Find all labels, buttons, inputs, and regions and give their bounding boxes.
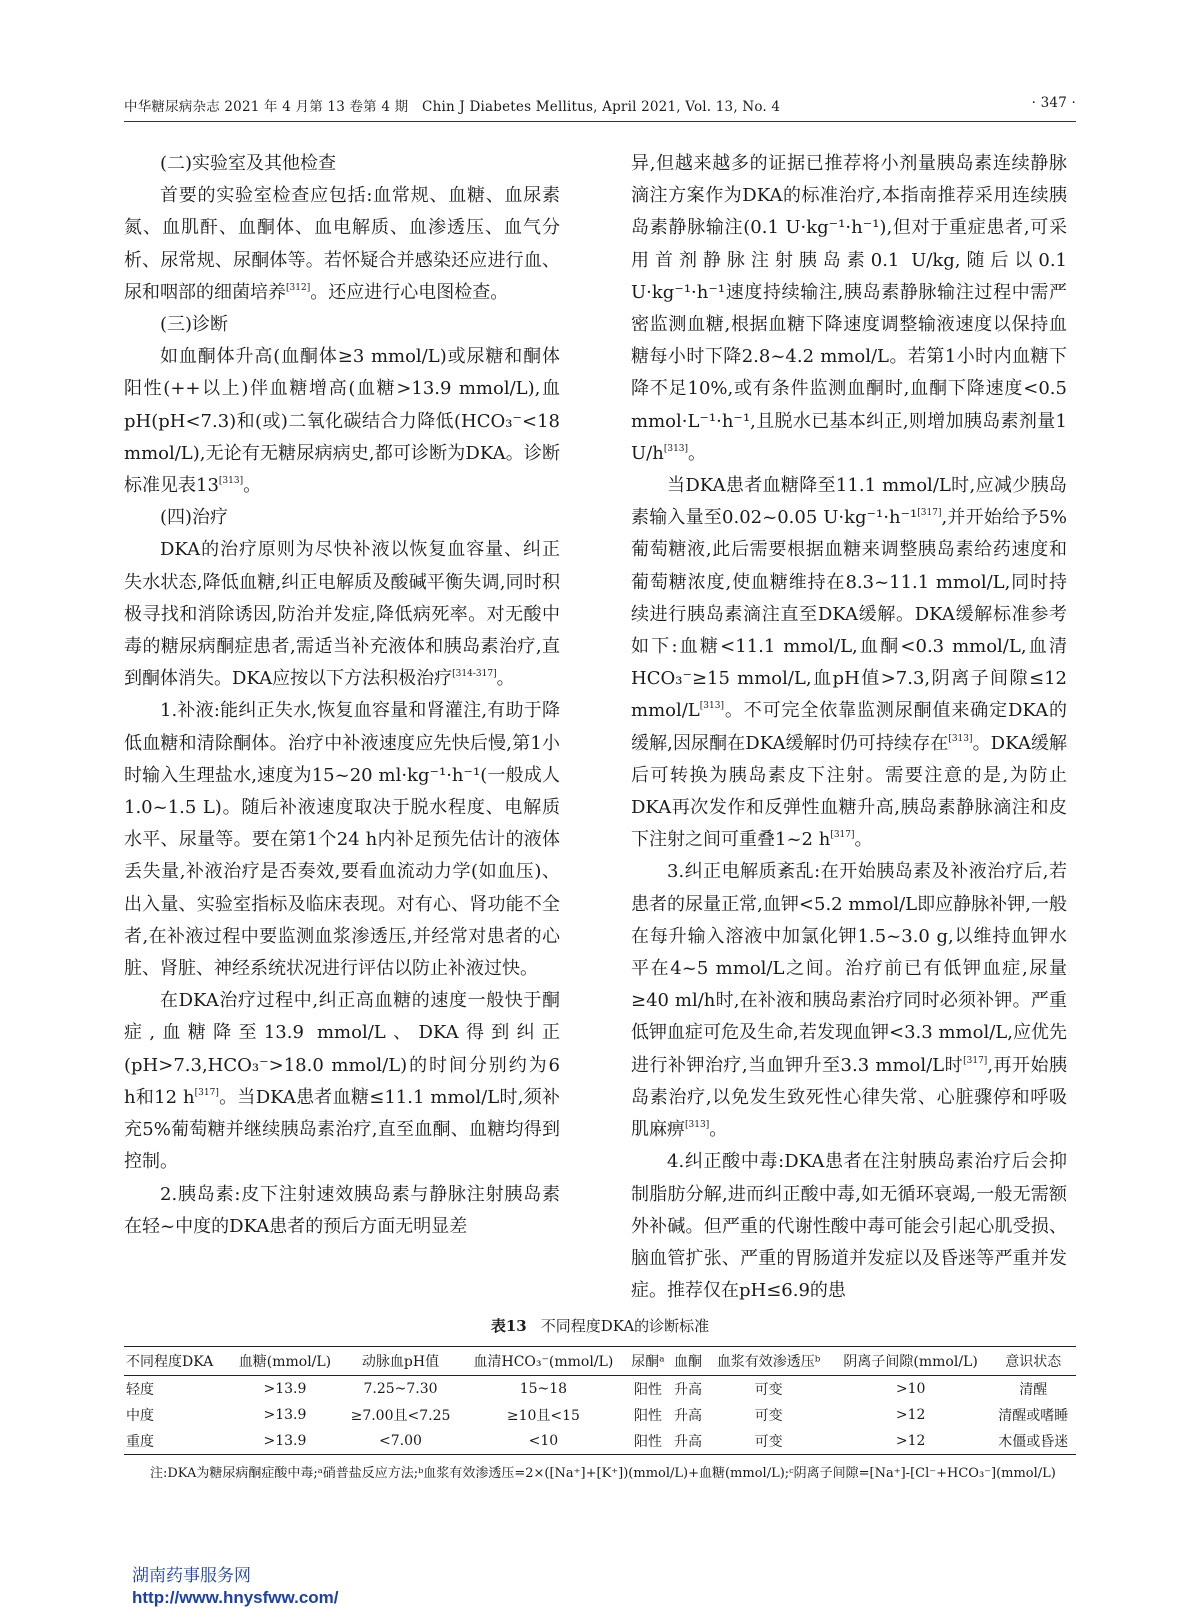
body-paragraph [124, 695, 560, 985]
journal-citation: 中华糖尿病杂志 2021 年 4 月第 13 卷第 4 期 Chin J Diabetes Mellitus, April 2021, Vol. 13, No. 4 [124, 99, 781, 115]
body-paragraph [631, 148, 1067, 470]
table-row [124, 1402, 1076, 1428]
table-cell: 可变 [707, 1428, 831, 1455]
watermark-url[interactable]: http://www.hnysfww.com/ [132, 1588, 339, 1607]
table-header-cell: 血浆有效渗透压ᵇ [707, 1347, 831, 1376]
header-rule [124, 121, 1076, 122]
table-header-cell: 血清HCO₃⁻(mmol/L) [460, 1347, 626, 1376]
table-header-cell: 尿酮ᵃ [626, 1347, 669, 1376]
citation-ref: [317] [830, 830, 855, 841]
table-header-cell: 血酮 [670, 1347, 707, 1376]
paragraph-text: 在DKA治疗过程中,纠正高血糖的速度一般快于酮症,血糖降至13.9 mmol/L、DKA得到纠正(pH>7.3,HCO₃⁻>18.0 mmol/L)的时间分别约为6 h和12 h [124, 990, 560, 1108]
table-cell: 可变 [754, 1382, 783, 1398]
body-paragraph [124, 1179, 560, 1243]
paragraph-text: 1.补液:能纠正失水,恢复血容量和肾灌注,有助于降低血糖和清除酮体。治疗中补液速度应先快后慢,第1小时输入生理盐水,速度为15~20 ml·kg⁻¹·h⁻¹(一般成人1.0~1.5 L)。随后补液速度取决于脱水程度、电解质水平、尿量等。要在第1个24 h内补足预先估计的液体丢失量,补液治疗是否奏效,要看血流动力学(如血压)、出入量、实验室指标及临床表现。对有心、肾功能不全者,在补液过程中要监测血浆渗透压,并经常对患者的心脏、肾脏、神经系统状况进行评估以防止补液过快。 [124, 700, 560, 980]
table-cell: >10 [895, 1381, 926, 1397]
table-header-cell: 不同程度DKA [124, 1347, 229, 1376]
paragraph-text: (二)实验室及其他检查 [160, 153, 337, 174]
paragraph-text: 。当DKA患者血糖≤11.1 mmol/L时,须补充5%葡萄糖并继续胰岛素治疗,直至血酮、血糖均得到控制。 [124, 1086, 561, 1173]
table-cell: 清醒或嗜睡 [998, 1408, 1069, 1424]
citation-ref: [317] [194, 1087, 219, 1098]
paragraph-text: (三)诊断 [160, 314, 229, 336]
table-cell: 升高 [670, 1428, 707, 1455]
table-row [124, 1376, 1076, 1403]
paragraph-text: 。 [709, 1119, 728, 1141]
paragraph-text: 。 [243, 475, 262, 497]
table-cell: 阳性 [626, 1428, 669, 1455]
citation-ref: [317] [963, 1055, 988, 1066]
paragraph-text: (四)治疗 [160, 507, 229, 529]
paragraph-text: 异,但越来越多的证据已推荐将小剂量胰岛素连续静脉滴注方案作为DKA的标准治疗,本指南推荐采用连续胰岛素静脉输注(0.1 U·kg⁻¹·h⁻¹),但对于重症患者,可采用首剂静脉注射胰岛素0.1 U/kg,随后以0.1 U·kg⁻¹·h⁻¹速度持续输注,胰岛素静脉输注过程中需严密监测血糖,根据血糖下降速度调整输液速度以保持血糖每小时下降2.8~4.2 mmol/L。若第1小时内血糖下降不足10%,或有条件监测血酮时,血酮下降速度<0.5 mmol·L⁻¹·h⁻¹,且脱水已基本纠正,则增加胰岛素剂量1 U/h [631, 153, 1067, 464]
paragraph-text: 4.纠正酸中毒:DKA患者在注射胰岛素治疗后会抑制脂肪分解,进而纠正酸中毒,如无循环衰竭,一般无需额外补碱。但严重的代谢性酸中毒可能会引起心肌受损、脑血管扩张、严重的胃肠道并发症以及昏迷等严重并发症。推荐仅在pH≤6.9的患 [631, 1151, 1067, 1302]
table-header-row [124, 1347, 1076, 1376]
paragraph-text: 如血酮体升高(血酮体≥3 mmol/L)或尿糖和酮体阳性(++以上)伴血糖增高(血糖>13.9 mmol/L),血pH(pH<7.3)和(或)二氧化碳结合力降低(HCO₃⁻<18 mmol/L),无论有无糖尿病病史,都可诊断为DKA。诊断标准见表13 [124, 346, 560, 497]
body-paragraph [631, 470, 1067, 856]
body-paragraph [124, 180, 560, 309]
table-cell: >12 [831, 1428, 991, 1455]
table-cell: 升高 [674, 1382, 703, 1398]
paragraph-text: 首要的实验室检查应包括:血常规、血糖、血尿素氮、血肌酐、血酮体、血电解质、血渗透压、血气分析、尿常规、尿酮体等。若怀疑合并感染还应进行血、尿和咽部的细菌培养 [124, 185, 560, 303]
table-cell: 清醒 [1019, 1382, 1048, 1398]
citation-ref: [312] [286, 282, 311, 293]
diagnosis-table [124, 1346, 1076, 1455]
section-heading [124, 309, 560, 341]
table-cell: 可变 [754, 1408, 783, 1424]
table-cell: >13.9 [263, 1407, 307, 1423]
table-cell: 木僵或昏迷 [991, 1428, 1077, 1455]
paragraph-text: 当DKA患者血糖降至11.1 mmol/L时,应减少胰岛素输入量至0.02~0.05 U·kg⁻¹·h⁻¹ [631, 475, 1067, 529]
table-header-cell: 意识状态 [991, 1347, 1077, 1376]
table-number: 表13 [490, 1317, 527, 1335]
table-header-cell: 阴离子间隙(mmol/L) [831, 1347, 991, 1376]
table-cell: ≥10且<15 [506, 1408, 580, 1424]
running-header [124, 95, 1076, 115]
table-cell: 阳性 [633, 1382, 662, 1398]
table-cell: 阳性 [633, 1408, 662, 1424]
table-row [124, 1428, 1076, 1455]
table-cell: 轻度 [126, 1382, 154, 1398]
section-heading [124, 148, 560, 180]
paragraph-text: 。 [496, 668, 515, 690]
table-footnote: 注:DKA为糖尿病酮症酸中毒;ᵃ硝普盐反应方法;ᵇ血浆有效渗透压=2×([Na⁺]+[K⁺])(mmol/L)+血糖(mmol/L);ᶜ阴离子间隙=[Na⁺]-[Cl⁻+HCO₃⁻](mmol/L) [150, 1466, 1056, 1481]
table-header-cell: 动脉血pH值 [341, 1347, 461, 1376]
body-paragraph [631, 1146, 1067, 1307]
paragraph-text: 。 [688, 442, 707, 464]
table-cell: >12 [895, 1407, 926, 1423]
body-paragraph [124, 341, 560, 502]
table-cell: <7.00 [341, 1428, 461, 1455]
citation-ref: [313] [218, 476, 244, 487]
body-paragraph [631, 856, 1067, 1146]
paragraph-text: 。DKA缓解后可转换为胰岛素皮下注射。需要注意的是,为防止DKA再次发作和反弹性血糖升高,胰岛素静脉滴注和皮下注射之间可重叠1~2 h [631, 732, 1068, 851]
body-paragraph [124, 534, 560, 695]
paragraph-text: ,再开始胰岛素治疗,以免发生致死性心律失常、心脏骤停和呼吸肌麻痹 [631, 1054, 1067, 1141]
table-cell: 升高 [674, 1408, 703, 1424]
table-caption [124, 1316, 1076, 1336]
page-number: · 347 · [1031, 95, 1076, 111]
table-cell: 重度 [124, 1428, 229, 1455]
table-cell: >13.9 [263, 1381, 307, 1397]
body-paragraph [124, 985, 560, 1178]
watermark [132, 1566, 339, 1608]
citation-ref: [313] [948, 733, 973, 744]
paragraph-text: 。不可完全依靠监测尿酮值来确定DKA的缓解,因尿酮在DKA缓解时仍可持续存在 [631, 700, 1067, 754]
table-cell: ≥7.00且<7.25 [350, 1408, 451, 1424]
paragraph-text: 3.纠正电解质紊乱:在开始胰岛素及补液治疗后,若患者的尿量正常,血钾<5.2 mmol/L即应静脉补钾,一般在每升输入溶液中加氯化钾1.5~3.0 g,以维持血钾水平在4~5 mmol/L之间。治疗前已有低钾血症,尿量≥40 ml/h时,在补液和胰岛素治疗同时必须补钾。严重低钾血症可危及生命,若发现血钾<3.3 mmol/L,应优先进行补钾治疗,当血钾升至3.3 mmol/L时 [631, 861, 1067, 1076]
citation-ref: [313] [699, 701, 724, 712]
watermark-site-name: 湖南药事服务网 [132, 1566, 251, 1586]
citation-ref: [313] [663, 443, 689, 454]
paragraph-text: ,并开始给予5%葡萄糖液,此后需要根据血糖来调整胰岛素给药速度和葡萄糖浓度,使血糖维持在8.3~11.1 mmol/L,同时持续进行胰岛素滴注直至DKA缓解。DKA缓解标准参考如下:血糖<11.1 mmol/L,血酮<0.3 mmol/L,血清HCO₃⁻≥15 mmol/L,血pH值>7.3,阴离子间隙≤12 mmol/L [631, 507, 1068, 722]
paragraph-text: 。 [854, 829, 873, 851]
citation-ref: [314-317] [452, 669, 497, 680]
paragraph-text: DKA的治疗原则为尽快补液以恢复血容量、纠正失水状态,降低血糖,纠正电解质及酸碱平衡失调,同时积极寻找和消除诱因,防治并发症,降低病死率。对无酸中毒的糖尿病酮症患者,需适当补充液体和胰岛素治疗,直到酮体消失。DKA应按以下方法积极治疗 [124, 539, 560, 690]
table-cell: <10 [460, 1428, 626, 1455]
table-title: 不同程度DKA的诊断标准 [540, 1317, 710, 1335]
paragraph-text: 2.胰岛素:皮下注射速效胰岛素与静脉注射胰岛素在轻~中度的DKA患者的预后方面无明显差 [124, 1183, 560, 1237]
table-header-cell: 血糖(mmol/L) [229, 1347, 340, 1376]
table-cell: 中度 [126, 1408, 154, 1424]
citation-ref: [313] [685, 1120, 710, 1131]
right-column [631, 148, 1067, 1307]
section-heading [124, 502, 560, 534]
table-cell: 7.25~7.30 [363, 1381, 438, 1397]
left-column [124, 148, 560, 1243]
table-cell: 15~18 [519, 1381, 568, 1397]
paragraph-text: 。还应进行心电图检查。 [310, 281, 509, 303]
table-cell: >13.9 [229, 1428, 340, 1455]
citation-ref: [317] [917, 508, 942, 519]
